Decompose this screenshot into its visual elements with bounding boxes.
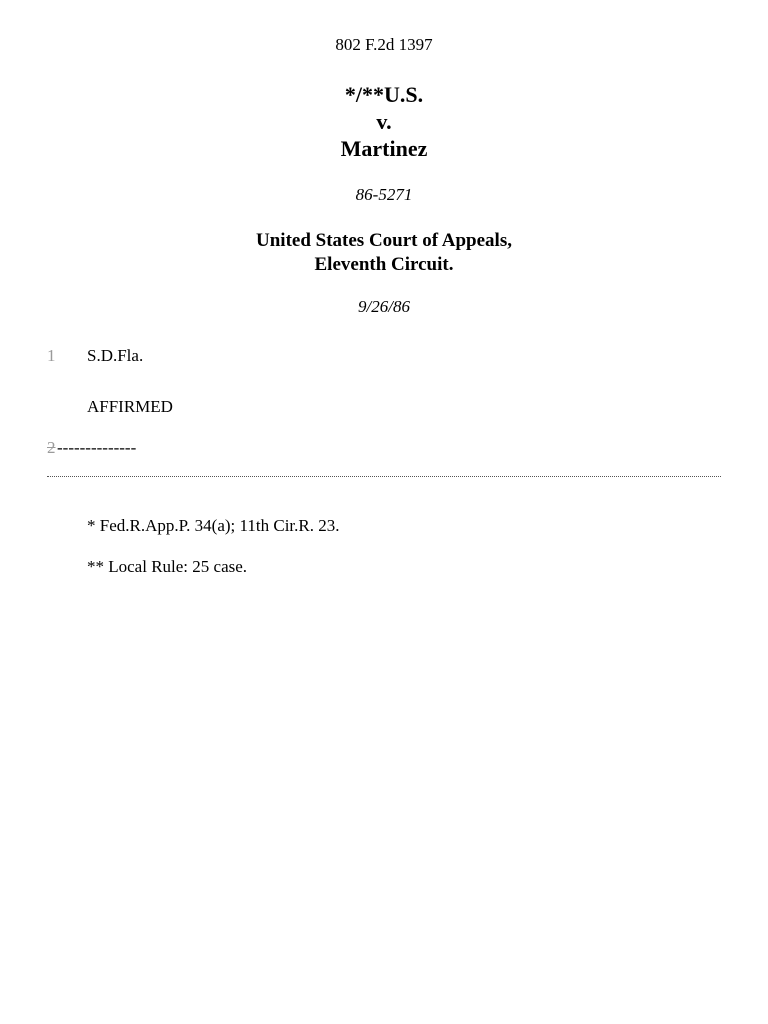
- court-name-line-2: Eleventh Circuit.: [314, 254, 454, 275]
- footnote-1: * Fed.R.App.P. 34(a); 11th Cir.R. 23.: [87, 516, 340, 535]
- docket-number: 86-5271: [355, 185, 413, 204]
- footnote-number-link[interactable]: 2: [47, 438, 56, 457]
- disposition: AFFIRMED: [87, 397, 173, 416]
- case-title-line-3: Martinez: [340, 136, 428, 161]
- citation: 802 F.2d 1397: [335, 35, 433, 54]
- case-title-line-2: v.: [376, 109, 392, 134]
- case-title: [0, 81, 768, 162]
- footnote-2: ** Local Rule: 25 case.: [87, 557, 248, 576]
- footnote-separator: --------------: [57, 438, 137, 457]
- paragraph-text: S.D.Fla.: [87, 346, 144, 365]
- court-name: [0, 229, 768, 277]
- case-title-line-1: */**U.S.: [344, 82, 424, 107]
- decision-date: 9/26/86: [358, 297, 410, 316]
- paragraph-number-link[interactable]: 1: [47, 346, 56, 365]
- court-name-line-1: United States Court of Appeals,: [256, 230, 512, 251]
- footnote-divider: [47, 476, 721, 477]
